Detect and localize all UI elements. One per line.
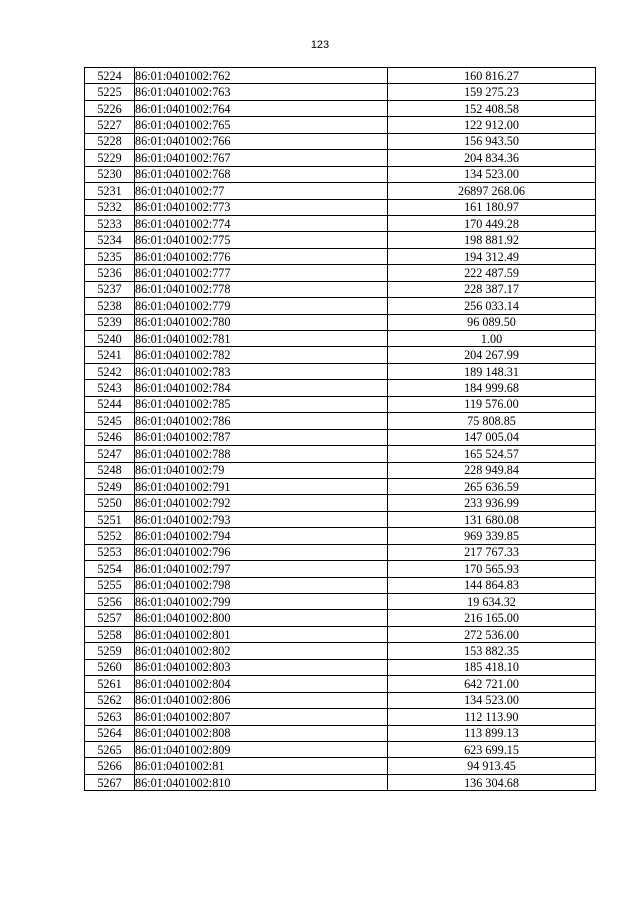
cadastral-value-cell: 147 005.04 (388, 429, 596, 445)
row-number-cell: 5239 (85, 314, 135, 330)
row-number-cell: 5251 (85, 511, 135, 527)
table-row (85, 429, 596, 445)
cadastral-number-cell: 86:01:0401002:807 (135, 709, 388, 725)
cadastral-number-cell: 86:01:0401002:768 (135, 166, 388, 182)
table-row (85, 511, 596, 527)
row-number-cell: 5256 (85, 594, 135, 610)
row-number-cell: 5250 (85, 495, 135, 511)
row-number-cell: 5229 (85, 150, 135, 166)
table-row (85, 528, 596, 544)
cadastral-value-cell: 189 148.31 (388, 363, 596, 379)
row-number-cell: 5266 (85, 758, 135, 774)
cadastral-number-cell: 86:01:0401002:800 (135, 610, 388, 626)
table-row (85, 446, 596, 462)
table-row (85, 594, 596, 610)
table-row (85, 166, 596, 182)
table-row (85, 199, 596, 215)
cadastral-number-cell: 86:01:0401002:801 (135, 626, 388, 642)
row-number-cell: 5241 (85, 347, 135, 363)
row-number-cell: 5264 (85, 725, 135, 741)
table-row (85, 741, 596, 757)
cadastral-value-cell: 19 634.32 (388, 594, 596, 610)
table-row (85, 725, 596, 741)
table-row (85, 117, 596, 133)
cadastral-value-cell: 217 767.33 (388, 544, 596, 560)
table-row (85, 84, 596, 100)
table-row (85, 363, 596, 379)
table-row (85, 462, 596, 478)
table-row (85, 347, 596, 363)
cadastral-number-cell: 86:01:0401002:804 (135, 676, 388, 692)
cadastral-value-cell: 222 487.59 (388, 265, 596, 281)
row-number-cell: 5252 (85, 528, 135, 544)
cadastral-number-cell: 86:01:0401002:781 (135, 331, 388, 347)
table-row (85, 561, 596, 577)
cadastral-value-cell: 185 418.10 (388, 659, 596, 675)
cadastral-number-cell: 86:01:0401002:806 (135, 692, 388, 708)
cadastral-number-cell: 86:01:0401002:808 (135, 725, 388, 741)
cadastral-value-cell: 233 936.99 (388, 495, 596, 511)
cadastral-value-cell: 131 680.08 (388, 511, 596, 527)
cadastral-number-cell: 86:01:0401002:794 (135, 528, 388, 544)
row-number-cell: 5255 (85, 577, 135, 593)
cadastral-number-cell: 86:01:0401002:762 (135, 68, 388, 84)
cadastral-number-cell: 86:01:0401002:810 (135, 774, 388, 790)
cadastral-number-cell: 86:01:0401002:776 (135, 248, 388, 264)
cadastral-number-cell: 86:01:0401002:766 (135, 133, 388, 149)
cadastral-number-cell: 86:01:0401002:785 (135, 396, 388, 412)
cadastral-value-cell: 94 913.45 (388, 758, 596, 774)
table-row (85, 232, 596, 248)
cadastral-value-cell: 159 275.23 (388, 84, 596, 100)
registry-table (84, 67, 596, 791)
row-number-cell: 5262 (85, 692, 135, 708)
table-row (85, 100, 596, 116)
cadastral-number-cell: 86:01:0401002:777 (135, 265, 388, 281)
cadastral-number-cell: 86:01:0401002:796 (135, 544, 388, 560)
cadastral-value-cell: 26897 268.06 (388, 183, 596, 199)
table-row (85, 610, 596, 626)
cadastral-value-cell: 642 721.00 (388, 676, 596, 692)
cadastral-number-cell: 86:01:0401002:791 (135, 478, 388, 494)
cadastral-number-cell: 86:01:0401002:763 (135, 84, 388, 100)
cadastral-value-cell: 136 304.68 (388, 774, 596, 790)
cadastral-number-cell: 86:01:0401002:793 (135, 511, 388, 527)
cadastral-value-cell: 96 089.50 (388, 314, 596, 330)
cadastral-value-cell: 75 808.85 (388, 413, 596, 429)
table-row (85, 544, 596, 560)
cadastral-value-cell: 170 449.28 (388, 215, 596, 231)
row-number-cell: 5240 (85, 331, 135, 347)
cadastral-number-cell: 86:01:0401002:779 (135, 298, 388, 314)
cadastral-number-cell: 86:01:0401002:782 (135, 347, 388, 363)
row-number-cell: 5249 (85, 478, 135, 494)
table-row (85, 314, 596, 330)
row-number-cell: 5226 (85, 100, 135, 116)
row-number-cell: 5238 (85, 298, 135, 314)
cadastral-number-cell: 86:01:0401002:773 (135, 199, 388, 215)
row-number-cell: 5253 (85, 544, 135, 560)
cadastral-number-cell: 86:01:0401002:767 (135, 150, 388, 166)
cadastral-number-cell: 86:01:0401002:792 (135, 495, 388, 511)
row-number-cell: 5225 (85, 84, 135, 100)
cadastral-value-cell: 228 387.17 (388, 281, 596, 297)
cadastral-number-cell: 86:01:0401002:778 (135, 281, 388, 297)
cadastral-number-cell: 86:01:0401002:764 (135, 100, 388, 116)
cadastral-number-cell: 86:01:0401002:786 (135, 413, 388, 429)
table-row (85, 643, 596, 659)
cadastral-value-cell: 198 881.92 (388, 232, 596, 248)
row-number-cell: 5237 (85, 281, 135, 297)
cadastral-number-cell: 86:01:0401002:774 (135, 215, 388, 231)
cadastral-value-cell: 165 524.57 (388, 446, 596, 462)
row-number-cell: 5265 (85, 741, 135, 757)
cadastral-value-cell: 156 943.50 (388, 133, 596, 149)
cadastral-value-cell: 170 565.93 (388, 561, 596, 577)
cadastral-number-cell: 86:01:0401002:79 (135, 462, 388, 478)
cadastral-number-cell: 86:01:0401002:784 (135, 380, 388, 396)
row-number-cell: 5231 (85, 183, 135, 199)
row-number-cell: 5257 (85, 610, 135, 626)
table-row (85, 626, 596, 642)
cadastral-number-cell: 86:01:0401002:81 (135, 758, 388, 774)
cadastral-number-cell: 86:01:0401002:783 (135, 363, 388, 379)
cadastral-number-cell: 86:01:0401002:787 (135, 429, 388, 445)
table-row (85, 68, 596, 84)
cadastral-value-cell: 144 864.83 (388, 577, 596, 593)
row-number-cell: 5232 (85, 199, 135, 215)
table-row (85, 396, 596, 412)
row-number-cell: 5235 (85, 248, 135, 264)
row-number-cell: 5234 (85, 232, 135, 248)
row-number-cell: 5254 (85, 561, 135, 577)
table-row (85, 478, 596, 494)
table-row (85, 758, 596, 774)
cadastral-value-cell: 160 816.27 (388, 68, 596, 84)
row-number-cell: 5243 (85, 380, 135, 396)
table-row (85, 495, 596, 511)
cadastral-value-cell: 969 339.85 (388, 528, 596, 544)
page-number: 123 (310, 39, 330, 51)
cadastral-value-cell: 265 636.59 (388, 478, 596, 494)
cadastral-value-cell: 204 267.99 (388, 347, 596, 363)
registry-table-body (85, 68, 596, 791)
row-number-cell: 5227 (85, 117, 135, 133)
row-number-cell: 5259 (85, 643, 135, 659)
table-row (85, 281, 596, 297)
cadastral-value-cell: 134 523.00 (388, 166, 596, 182)
row-number-cell: 5245 (85, 413, 135, 429)
table-row (85, 413, 596, 429)
row-number-cell: 5258 (85, 626, 135, 642)
row-number-cell: 5236 (85, 265, 135, 281)
row-number-cell: 5233 (85, 215, 135, 231)
cadastral-value-cell: 161 180.97 (388, 199, 596, 215)
row-number-cell: 5224 (85, 68, 135, 84)
row-number-cell: 5247 (85, 446, 135, 462)
row-number-cell: 5248 (85, 462, 135, 478)
row-number-cell: 5242 (85, 363, 135, 379)
table-row (85, 265, 596, 281)
table-row (85, 709, 596, 725)
cadastral-value-cell: 228 949.84 (388, 462, 596, 478)
table-row (85, 774, 596, 790)
row-number-cell: 5263 (85, 709, 135, 725)
cadastral-number-cell: 86:01:0401002:780 (135, 314, 388, 330)
table-row (85, 659, 596, 675)
row-number-cell: 5260 (85, 659, 135, 675)
cadastral-value-cell: 119 576.00 (388, 396, 596, 412)
cadastral-value-cell: 184 999.68 (388, 380, 596, 396)
table-row (85, 298, 596, 314)
cadastral-value-cell: 122 912.00 (388, 117, 596, 133)
cadastral-number-cell: 86:01:0401002:802 (135, 643, 388, 659)
table-row (85, 577, 596, 593)
row-number-cell: 5246 (85, 429, 135, 445)
cadastral-value-cell: 194 312.49 (388, 248, 596, 264)
row-number-cell: 5244 (85, 396, 135, 412)
table-row (85, 183, 596, 199)
cadastral-value-cell: 272 536.00 (388, 626, 596, 642)
cadastral-number-cell: 86:01:0401002:799 (135, 594, 388, 610)
cadastral-value-cell: 134 523.00 (388, 692, 596, 708)
row-number-cell: 5230 (85, 166, 135, 182)
table-row (85, 676, 596, 692)
cadastral-value-cell: 1.00 (388, 331, 596, 347)
table-row (85, 331, 596, 347)
cadastral-number-cell: 86:01:0401002:809 (135, 741, 388, 757)
table-row (85, 150, 596, 166)
cadastral-number-cell: 86:01:0401002:775 (135, 232, 388, 248)
cadastral-number-cell: 86:01:0401002:77 (135, 183, 388, 199)
table-row (85, 692, 596, 708)
row-number-cell: 5228 (85, 133, 135, 149)
cadastral-value-cell: 113 899.13 (388, 725, 596, 741)
table-row (85, 248, 596, 264)
table-row (85, 215, 596, 231)
cadastral-value-cell: 623 699.15 (388, 741, 596, 757)
cadastral-number-cell: 86:01:0401002:803 (135, 659, 388, 675)
table-row (85, 380, 596, 396)
cadastral-number-cell: 86:01:0401002:765 (135, 117, 388, 133)
table-row (85, 133, 596, 149)
cadastral-number-cell: 86:01:0401002:798 (135, 577, 388, 593)
cadastral-value-cell: 152 408.58 (388, 100, 596, 116)
row-number-cell: 5261 (85, 676, 135, 692)
row-number-cell: 5267 (85, 774, 135, 790)
cadastral-value-cell: 112 113.90 (388, 709, 596, 725)
cadastral-value-cell: 216 165.00 (388, 610, 596, 626)
cadastral-value-cell: 204 834.36 (388, 150, 596, 166)
cadastral-value-cell: 153 882.35 (388, 643, 596, 659)
cadastral-number-cell: 86:01:0401002:788 (135, 446, 388, 462)
cadastral-number-cell: 86:01:0401002:797 (135, 561, 388, 577)
cadastral-value-cell: 256 033.14 (388, 298, 596, 314)
